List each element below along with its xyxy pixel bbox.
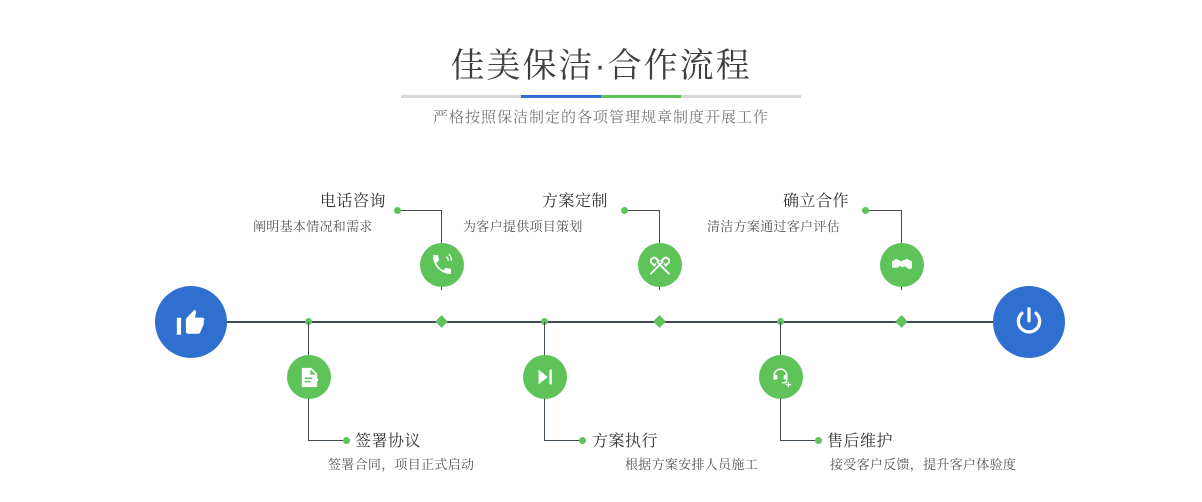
connector-tip-3	[621, 207, 628, 214]
document-edit-icon	[298, 366, 321, 389]
page-title: 佳美保洁·合作流程	[450, 47, 752, 85]
power-icon	[1011, 304, 1047, 340]
step-node-6[interactable]	[759, 355, 803, 399]
step-node-5[interactable]	[880, 243, 924, 287]
axis-marker-3	[653, 315, 666, 328]
connector-tip-4	[579, 437, 586, 444]
connector-tip-5	[862, 207, 869, 214]
connector-hline-3	[625, 210, 660, 211]
step-node-3[interactable]	[638, 243, 682, 287]
connector-tip-6	[815, 437, 822, 444]
connector-hline-2	[308, 440, 346, 441]
step-desc-5: 清洁方案通过客户评估	[707, 219, 841, 234]
headset-support-icon	[770, 366, 793, 389]
step-title-5: 确立合作	[783, 193, 850, 210]
divider-blue-segment	[521, 95, 601, 98]
step-title-1: 电话咨询	[320, 193, 387, 210]
thumbs-up-icon	[174, 305, 208, 339]
axis-marker-5	[895, 315, 908, 328]
step-desc-3: 为客户提供项目策划	[463, 219, 583, 234]
phone-ring-icon	[430, 253, 454, 277]
connector-tip-1	[394, 207, 401, 214]
step-desc-6: 接受客户反馈，提升客户体验度	[830, 457, 1017, 472]
step-node-4[interactable]	[523, 355, 567, 399]
start-endpoint	[155, 286, 227, 358]
step-desc-2: 签署合同，项目正式启动	[328, 457, 475, 472]
divider-green-segment	[601, 95, 681, 98]
connector-hline-5	[866, 210, 902, 211]
connector-hline-4	[544, 440, 582, 441]
step-desc-1: 阐明基本情况和需求	[253, 219, 373, 234]
axis-marker-1	[435, 315, 448, 328]
connector-tip-2	[343, 437, 350, 444]
title-divider	[401, 95, 801, 98]
connector-hline-6	[780, 440, 818, 441]
tools-icon	[648, 253, 672, 277]
end-endpoint	[993, 286, 1065, 358]
step-node-2[interactable]	[287, 355, 331, 399]
handshake-icon	[890, 253, 914, 277]
play-forward-icon	[534, 366, 556, 388]
step-title-4: 方案执行	[592, 433, 659, 450]
step-desc-4: 根据方案安排人员施工	[625, 457, 759, 472]
step-title-2: 签署协议	[355, 433, 422, 450]
step-title-6: 售后维护	[827, 433, 894, 450]
step-node-1[interactable]	[420, 243, 464, 287]
connector-hline-1	[398, 210, 442, 211]
step-title-3: 方案定制	[542, 193, 609, 210]
page-subtitle: 严格按照保洁制定的各项管理规章制度开展工作	[432, 109, 769, 126]
